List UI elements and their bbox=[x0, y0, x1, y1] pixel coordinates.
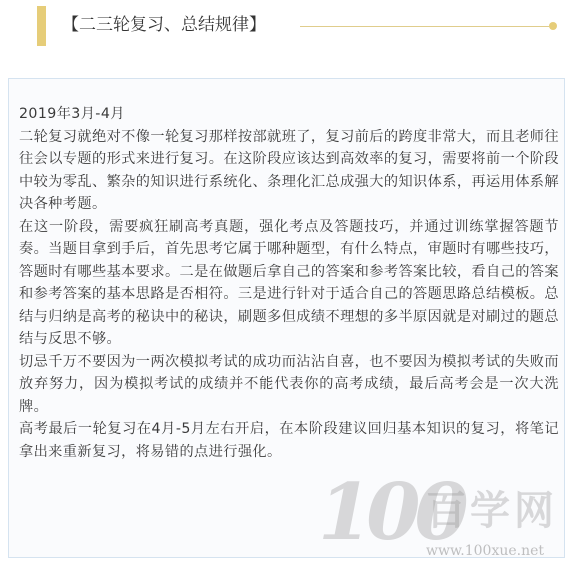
paragraph-4: 高考最后一轮复习在4月-5月左右开启，在本阶段建议回归基本知识的复习，将笔记拿出来重新复习，将易错的点进行强化。 bbox=[19, 421, 559, 460]
article-body bbox=[19, 103, 559, 463]
watermark-logo: 100 bbox=[318, 467, 463, 558]
header-accent-bar bbox=[37, 6, 46, 46]
section-title: 【二三轮复习、总结规律】 bbox=[62, 15, 266, 35]
paragraph-2: 在这一阶段，需要疯狂刷高考真题，强化考点及答题技巧，并通过训练掌握答题节奏。当题目拿到手后，首先思考它属于哪种题型，有什么特点，审题时有哪些技巧，答题时有哪些基本要求。二是在做题后拿自己的答案和参考答案比较，看自己的答案和参考答案的基本思路是否相符。三是进行针对于适合自己的答题思路总结模板。总结与归纳是高考的秘诀中的秘诀，刷题多但成绩不理想的多半原因就是对刷过的题总结与反思不够。 bbox=[19, 218, 559, 347]
header-divider-line bbox=[300, 26, 549, 27]
paragraph-3: 切忌千万不要因为一两次模拟考试的成功而沾沾自喜，也不要因为模拟考试的失败而放弃努力，因为模拟考试的成绩并不能代表你的高考成绩，最后高考会是一次大洗牌。 bbox=[19, 353, 559, 415]
section-header bbox=[0, 0, 583, 60]
header-divider-dot bbox=[549, 22, 557, 30]
site-watermark bbox=[318, 467, 580, 570]
watermark-url: www.100xue.net bbox=[426, 543, 545, 559]
paragraph-1: 二轮复习就绝对不像一轮复习那样按部就班了，复习前后的跨度非常大，而且老师往往会以专题的形式来进行复习。在这阶段应该达到高效率的复习，需要将前一个阶段中较为零乱、繁杂的知识进行系统化、条理化汇总成强大的知识体系，再运用体系解决各种考题。 bbox=[19, 128, 559, 212]
watermark-brand: 百学网 bbox=[426, 488, 558, 534]
article-date: 2019年3月-4月 bbox=[19, 106, 125, 122]
